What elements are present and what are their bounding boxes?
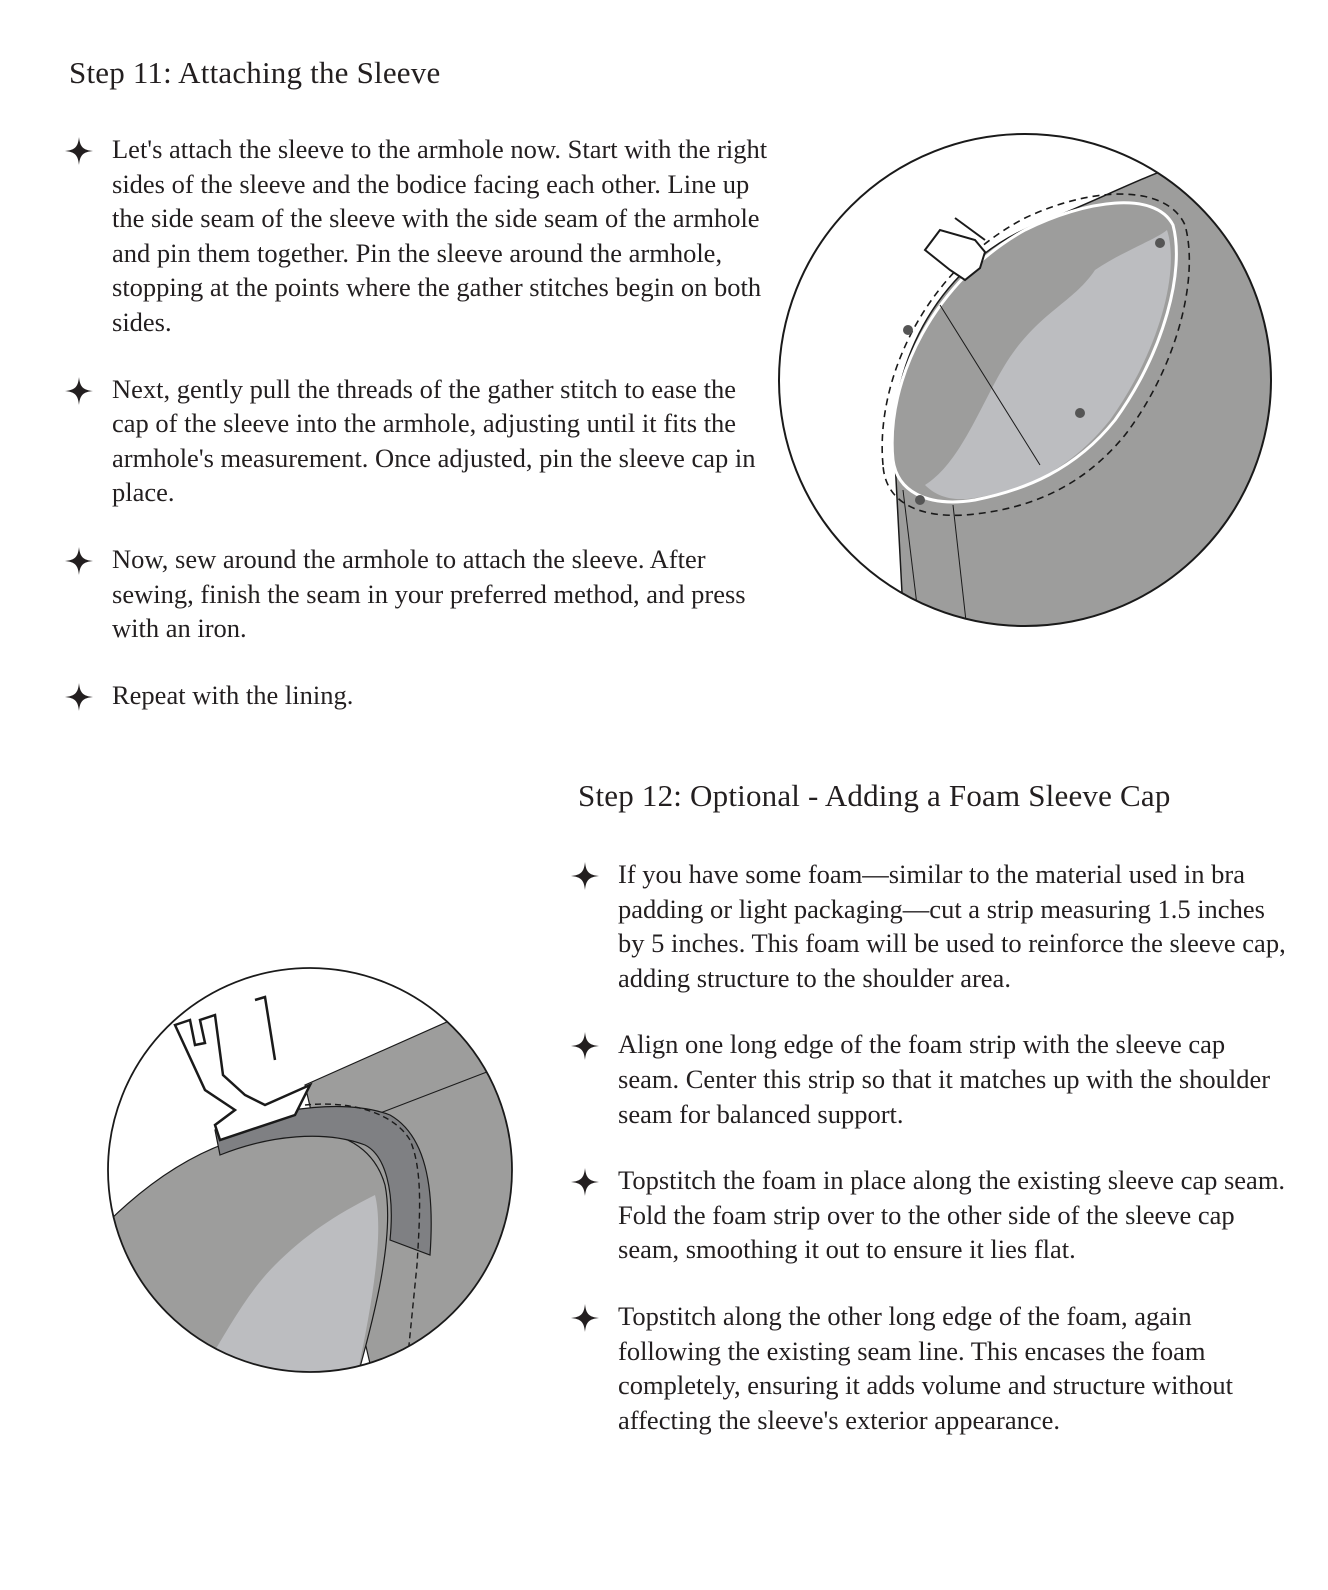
instruction-text: Topstitch along the other long edge of the foam, again following the existing seam line. This encases the foam completely, ensuring it adds volume and structure without affecting the sleeve's exterior appearance.	[618, 1300, 1234, 1435]
sleeve-armhole-illustration	[775, 130, 1275, 630]
four-point-star-icon	[570, 1167, 600, 1197]
four-point-star-icon	[64, 682, 94, 712]
four-point-star-icon	[570, 1303, 600, 1333]
instruction-item	[62, 542, 772, 646]
step-11-heading: Step 11: Attaching the Sleeve	[69, 55, 441, 90]
four-point-star-icon	[64, 546, 94, 576]
four-point-star-icon	[570, 1031, 600, 1061]
instruction-item	[62, 372, 772, 510]
instruction-item	[62, 678, 772, 713]
instruction-item	[568, 1299, 1288, 1437]
instruction-text: Topstitch the foam in place along the existing sleeve cap seam. Fold the foam strip over to the other side of the sleeve cap seam, smoothing it out to ensure it lies flat.	[618, 1165, 1286, 1265]
foam-sleeve-cap-illustration	[105, 965, 515, 1375]
four-point-star-icon	[64, 136, 94, 166]
step-12-instructions	[568, 857, 1288, 1469]
step-11-instructions	[62, 132, 772, 744]
instruction-item	[568, 1163, 1288, 1267]
instruction-text: Let's attach the sleeve to the armhole now. Start with the right sides of the sleeve and the bodice facing each other. Line up the side seam of the sleeve with the side seam of the armhole and pin them together. Pin the sleeve around the armhole, stopping at the points where the gather stitches begin on both sides.	[112, 134, 768, 337]
instruction-text: If you have some foam—similar to the material used in bra padding or light packaging—cut a strip measuring 1.5 inches by 5 inches. This foam will be used to reinforce the sleeve cap, adding structure to the shoulder area.	[618, 859, 1286, 993]
instruction-text: Next, gently pull the threads of the gather stitch to ease the cap of the sleeve into the armhole, adjusting until it fits the armhole's measurement. Once adjusted, pin the sleeve cap in place.	[112, 373, 756, 508]
instruction-text: Repeat with the lining.	[112, 679, 354, 710]
instruction-item	[568, 857, 1288, 995]
four-point-star-icon	[64, 376, 94, 406]
instruction-text: Align one long edge of the foam strip with the sleeve cap seam. Center this strip so that it matches up with the shoulder seam for balanced support.	[618, 1029, 1271, 1129]
instruction-text: Now, sew around the armhole to attach the sleeve. After sewing, finish the seam in your preferred method, and press with an iron.	[112, 543, 746, 644]
instruction-item	[62, 132, 772, 340]
step-12-heading: Step 12: Optional - Adding a Foam Sleeve Cap	[578, 778, 1171, 813]
instruction-item	[568, 1027, 1288, 1131]
four-point-star-icon	[570, 861, 600, 891]
